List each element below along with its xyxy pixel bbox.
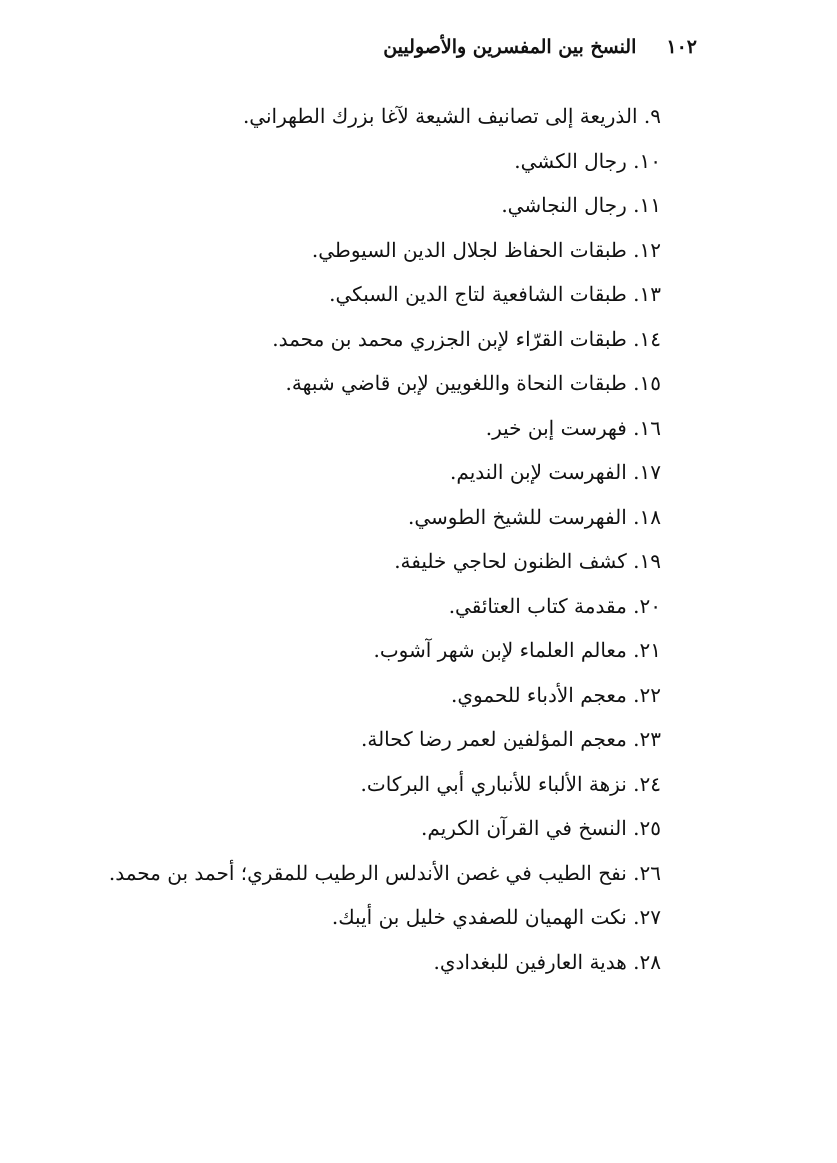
reference-number: ٢٣. — [633, 727, 661, 751]
reference-text: طبقات النحاة واللغويين لإبن قاضي شبهة. — [285, 371, 627, 395]
reference-text: فهرست إبن خير. — [485, 415, 627, 440]
reference-item — [109, 365, 661, 410]
reference-item — [109, 187, 661, 232]
reference-item — [109, 98, 661, 143]
reference-number: ١١. — [633, 193, 661, 217]
reference-number: ١٦. — [633, 415, 661, 440]
reference-item — [109, 632, 661, 677]
reference-text: نفح الطيب في غصن الأندلس الرطيب للمقري؛ أحمد بن محمد. — [108, 860, 627, 885]
reference-item — [109, 543, 661, 588]
reference-item — [109, 944, 661, 989]
reference-number: ٢٢. — [633, 682, 661, 707]
reference-number: ٢٨. — [633, 949, 661, 974]
reference-number: ٢٦. — [633, 860, 661, 885]
reference-item — [109, 677, 661, 722]
reference-number: ١٤. — [633, 326, 661, 351]
reference-item — [109, 454, 661, 499]
reference-number: ٢٤. — [633, 771, 661, 796]
reference-text: كشف الظنون لحاجي خليفة. — [394, 549, 627, 573]
reference-text: مقدمة كتاب العتائقي. — [448, 593, 627, 618]
reference-text: الفهرست للشيخ الطوسي. — [407, 504, 627, 529]
reference-item — [109, 321, 661, 366]
reference-text: طبقات الحفاظ لجلال الدين السيوطي. — [311, 237, 627, 262]
reference-item — [109, 899, 661, 944]
reference-number: ١٣. — [633, 282, 661, 306]
reference-text: طبقات القرّاء لإبن الجزري محمد بن محمد. — [272, 326, 627, 351]
reference-item — [109, 766, 661, 811]
reference-text: هدية العارفين للبغدادي. — [433, 949, 627, 974]
reference-item — [109, 855, 661, 900]
page-number: ١٠٢ — [666, 36, 697, 58]
reference-text: نزهة الألباء للأنباري أبي البركات. — [360, 771, 627, 796]
reference-text: الذريعة إلى تصانيف الشيعة لآغا بزرك الطهراني. — [242, 104, 638, 128]
reference-number: ١٩. — [633, 549, 661, 573]
reference-item — [109, 276, 661, 321]
reference-item — [109, 810, 661, 855]
reference-text: النسخ في القرآن الكريم. — [421, 816, 627, 840]
reference-number: ١٧. — [633, 460, 661, 484]
running-header — [383, 36, 697, 58]
reference-text: معالم العلماء لإبن شهر آشوب. — [373, 638, 627, 662]
reference-item — [109, 143, 661, 188]
reference-item — [109, 232, 661, 277]
reference-text: رجال النجاشي. — [501, 193, 627, 217]
reference-number: ٢٠. — [633, 593, 661, 618]
reference-number: ٢١. — [633, 638, 661, 662]
reference-number: ٢٥. — [633, 816, 661, 840]
reference-number: ١٢. — [633, 237, 661, 262]
reference-text: طبقات الشافعية لتاج الدين السبكي. — [329, 282, 627, 306]
reference-number: ٢٧. — [633, 905, 661, 929]
reference-text: رجال الكشي. — [514, 148, 627, 173]
reference-number: ١٥. — [633, 371, 661, 395]
header-title: النسخ بين المفسرين والأصوليين — [383, 36, 637, 58]
reference-number: ١٠. — [633, 148, 661, 173]
reference-item — [109, 588, 661, 633]
reference-text: معجم المؤلفين لعمر رضا كحالة. — [360, 727, 627, 751]
reference-text: معجم الأدباء للحموي. — [451, 682, 627, 707]
reference-item — [109, 721, 661, 766]
reference-number: ٩. — [643, 104, 661, 128]
reference-text: نكت الهميان للصفدي خليل بن أيبك. — [331, 905, 627, 929]
reference-number: ١٨. — [633, 504, 661, 529]
reference-list — [109, 98, 661, 988]
reference-item — [109, 410, 661, 455]
reference-text: الفهرست لإبن النديم. — [450, 460, 627, 484]
reference-item — [109, 499, 661, 544]
